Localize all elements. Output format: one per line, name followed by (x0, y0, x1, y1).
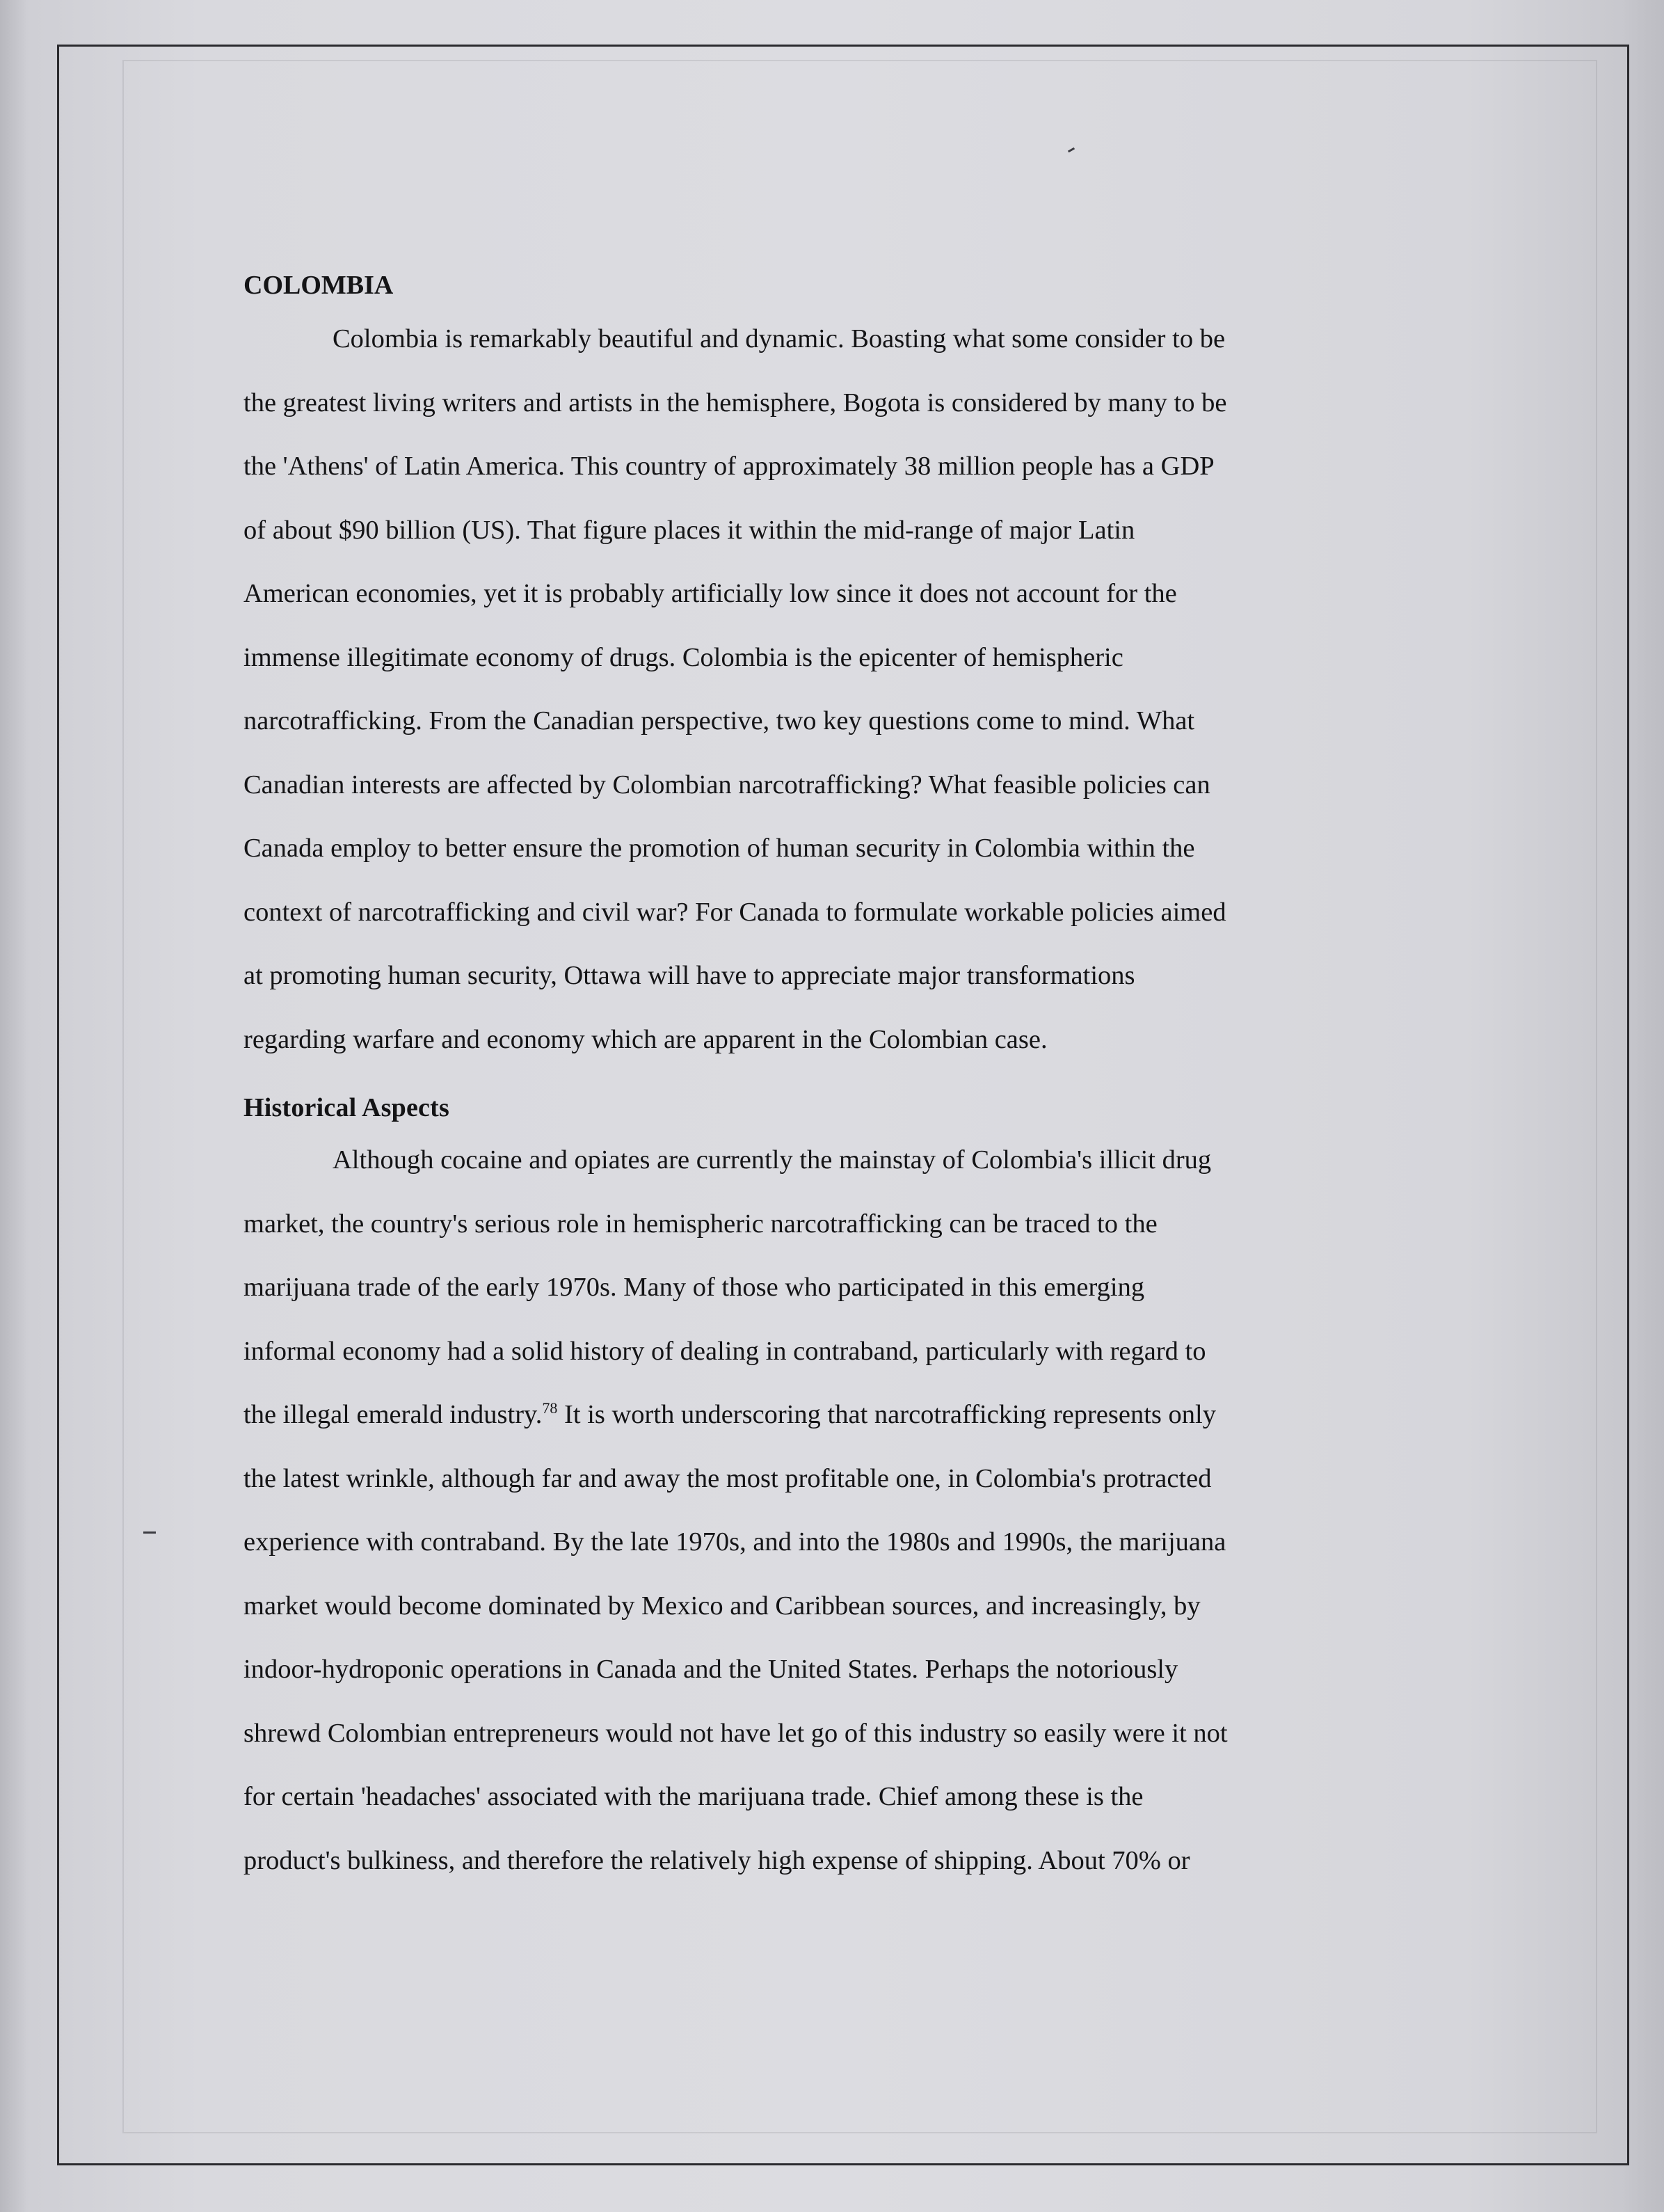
text-line: shrewd Colombian entrepreneurs would not have let go of this industry so easily were it not (243, 1718, 1228, 1748)
text-line: context of narcotrafficking and civil war? For Canada to formulate workable policies aimed (243, 897, 1226, 927)
document-body (243, 263, 1412, 1893)
text-line: experience with contraband. By the late 1970s, and into the 1980s and 1990s, the marijuana (243, 1527, 1226, 1557)
text-line: market, the country's serious role in hemispheric narcotrafficking can be traced to the (243, 1209, 1158, 1239)
text-line: the 'Athens' of Latin America. This country of approximately 38 million people has a GDP (243, 452, 1215, 481)
text-line: the latest wrinkle, although far and away the most profitable one, in Colombia's protracted (243, 1463, 1212, 1493)
text-line: product's bulkiness, and therefore the relatively high expense of shipping. About 70% or (243, 1845, 1190, 1875)
text-line: narcotrafficking. From the Canadian perspective, two key questions come to mind. What (243, 706, 1195, 735)
footnote-reference: 78 (542, 1399, 558, 1417)
text-line-with-footnote (243, 1383, 1412, 1447)
text-line: immense illegitimate economy of drugs. Colombia is the epicenter of hemispheric (243, 642, 1123, 672)
text-line: at promoting human security, Ottawa will have to appreciate major transformations (243, 961, 1135, 990)
text-line: regarding warfare and economy which are apparent in the Colombian case. (243, 1024, 1048, 1054)
text-fragment: It is worth underscoring that narcotrafficking represents only (557, 1400, 1216, 1429)
text-line: informal economy had a solid history of dealing in contraband, particularly with regard to (243, 1336, 1206, 1366)
paragraph-intro (243, 308, 1412, 1072)
text-line: for certain 'headaches' associated with the marijuana trade. Chief among these is the (243, 1782, 1144, 1811)
text-line: Canada employ to better ensure the promotion of human security in Colombia within the (243, 834, 1195, 863)
text-line: market would become dominated by Mexico and Caribbean sources, and increasingly, by (243, 1591, 1201, 1621)
text-line: marijuana trade of the early 1970s. Many of those who participated in this emerging (243, 1273, 1145, 1302)
document-title: COLOMBIA (243, 271, 394, 300)
text-line: Canadian interests are affected by Colombian narcotrafficking? What feasible policies can (243, 770, 1210, 799)
text-line: American economies, yet it is probably artificially low since it does not account for the (243, 579, 1177, 608)
stray-mark (143, 1531, 156, 1534)
paragraph-historical (243, 1129, 1412, 1893)
text-line: the greatest living writers and artists in the hemisphere, Bogota is considered by many to be (243, 388, 1227, 417)
section-heading: Historical Aspects (243, 1093, 449, 1122)
text-fragment: the illegal emerald industry. (243, 1400, 543, 1429)
scan-left-shadow (0, 0, 28, 2212)
text-line: indoor-hydroponic operations in Canada and the United States. Perhaps the notoriously (243, 1655, 1178, 1684)
text-line: of about $90 billion (US). That figure places it within the mid-range of major Latin (243, 515, 1135, 545)
text-line: Although cocaine and opiates are currently the mainstay of Colombia's illicit drug (333, 1145, 1212, 1175)
text-line: Colombia is remarkably beautiful and dynamic. Boasting what some consider to be (333, 324, 1226, 353)
